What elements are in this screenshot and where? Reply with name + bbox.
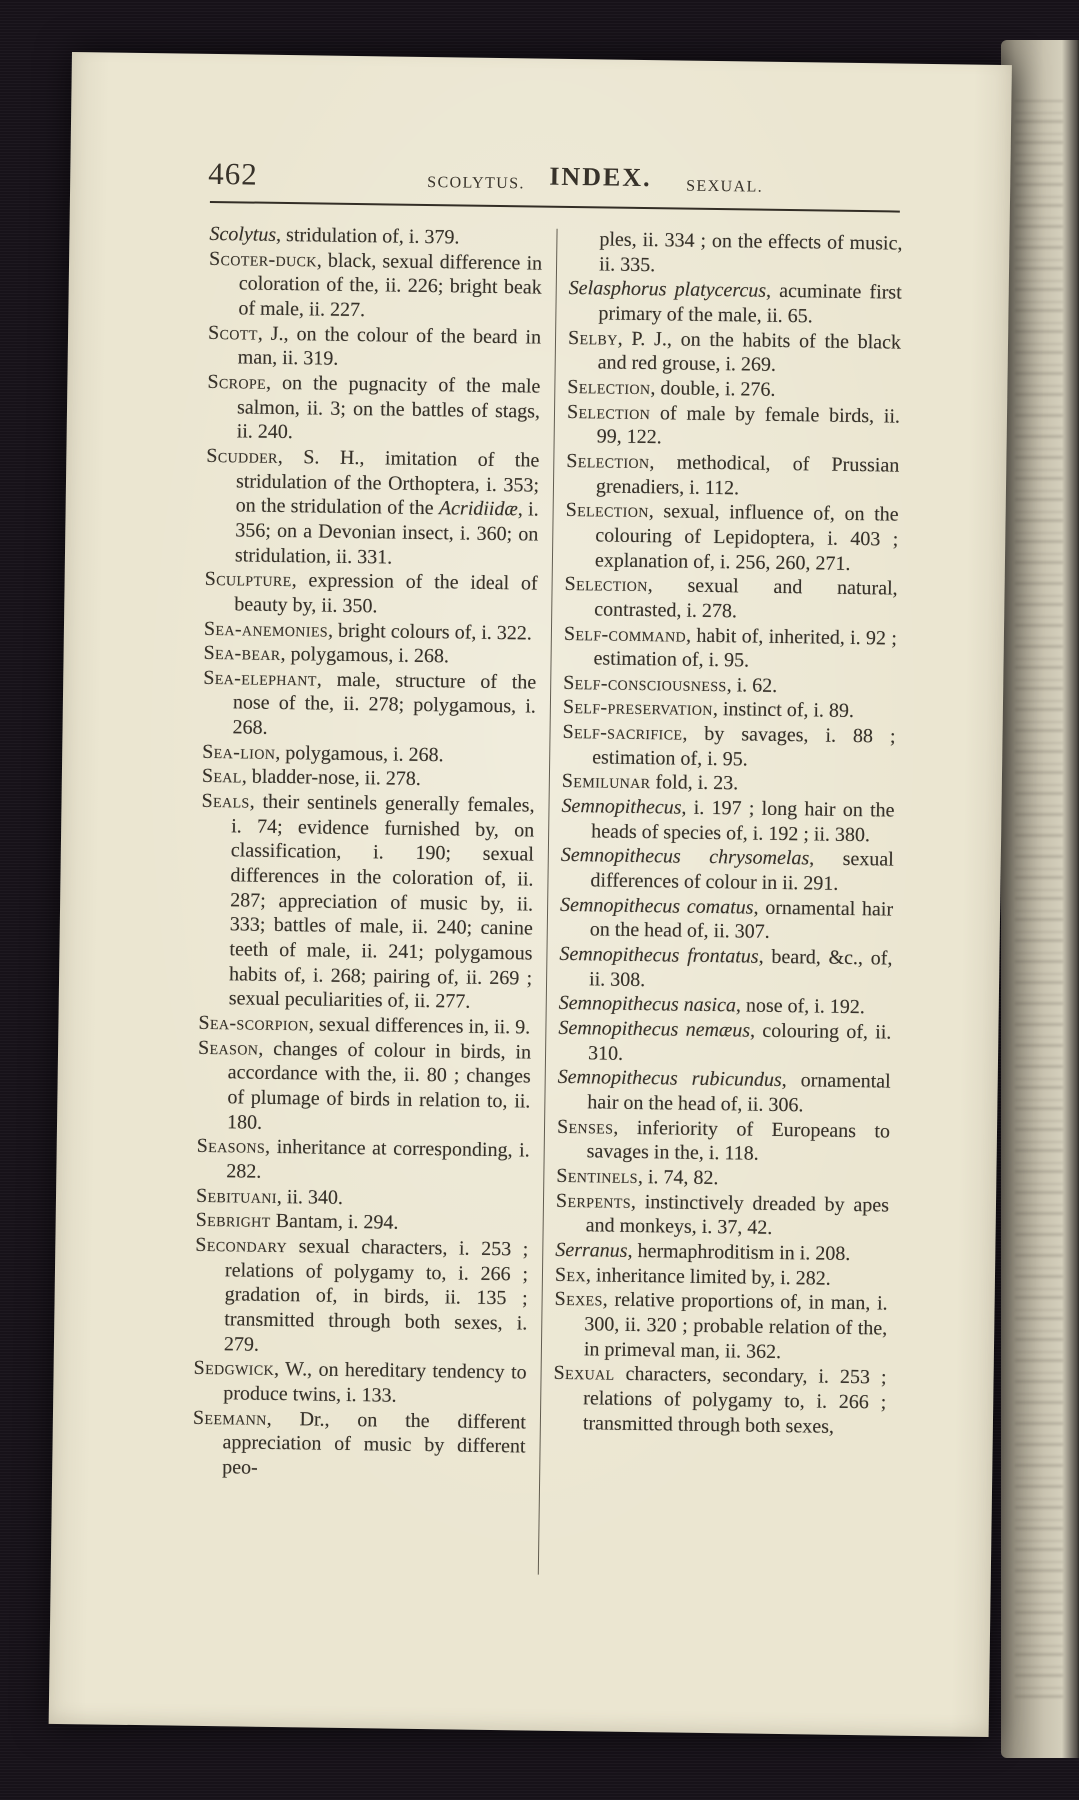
next-page-fore-edge: [1001, 40, 1079, 1758]
index-entry: Sea-elephant, male, structure of the nose of the, ii. 278; polygamous, i. 268.: [203, 666, 537, 739]
index-entry: Scott, J., on the colour of the beard in man, ii. 319.: [207, 321, 542, 371]
index-entry: Sculpture, expression of the ideal of beauty by, ii. 350.: [204, 568, 538, 618]
index-entry: Semnopithecus chrysomelas, sexual differences of colour in ii. 291.: [560, 844, 894, 895]
index-column-right: [553, 227, 903, 1440]
index-entry: Sexual characters, secondary, i. 253 ; relations of polygamy to, i. 266 ; transmitted through both sexes,: [553, 1362, 887, 1438]
index-entry: Scrope, on the pugnacity of the male salmon, ii. 3; on the battles of stags, ii. 240.: [207, 370, 541, 444]
index-entry: Seal, bladder-nose, ii. 278.: [201, 765, 421, 791]
index-entry: Sea-scorpion, sexual differences in, ii. 9.: [198, 1011, 531, 1039]
index-entry: Semilunar fold, i. 23.: [561, 770, 739, 795]
index-entry: Self-consciousness, i. 62.: [563, 671, 778, 697]
text-bleed-through: [1015, 100, 1063, 1698]
index-entry: Sebright Bantam, i. 294.: [195, 1209, 399, 1234]
index-entry: Season, changes of colour in birds, in accordance with the, ii. 80 ; changes of plumage of birds in relation to, ii. 180.: [197, 1036, 532, 1134]
index-entry: Semnopithecus comatus, ornamental hair on the head of, ii. 307.: [559, 893, 894, 944]
index-entry: Sentinels, i. 74, 82.: [556, 1164, 719, 1190]
page-title: INDEX.: [549, 161, 652, 193]
index-entry: Selection, sexual, influence of, on the colouring of Lepidoptera, i. 403 ; explanation of, i. 256, 260, 271.: [565, 499, 899, 575]
index-entry: Serpents, instinctively dreaded by apes and monkeys, i. 37, 42.: [555, 1189, 890, 1240]
index-entry: Serranus, hermaphroditism in i. 208.: [555, 1238, 851, 1265]
index-entry: Sex, inheritance limited by, i. 282.: [554, 1263, 831, 1290]
index-entry: Senses, inferiority of Europeans to savages in the, i. 118.: [556, 1115, 891, 1165]
index-entry: Self-command, habit of, inherited, i. 92 ; estimation of, i. 95.: [563, 622, 898, 672]
book-page: [49, 52, 1012, 1737]
index-entry: Self-sacrifice, by savages, i. 88 ; estimation of, i. 95.: [562, 721, 896, 771]
index-entry: Semnopithecus nemæus, colouring of, ii. 310.: [558, 1016, 892, 1065]
index-entry: Sebituani, ii. 340.: [195, 1184, 344, 1209]
index-entry: Sea-lion, polygamous, i. 268.: [202, 740, 444, 767]
running-head-left: SCOLYTUS.: [427, 173, 526, 193]
index-entry: Secondary sexual characters, i. 253 ; relations of polygamy to, i. 266 ; gradation of, in birds, ii. 135 ; transmitted through both sexes, i. 279.: [195, 1233, 529, 1356]
index-entry: ples, ii. 334 ; on the effects of music, ii. 335.: [598, 228, 903, 276]
index-entry: Scolytus, stridulation of, i. 379.: [209, 222, 460, 249]
running-head-right: SEXUAL.: [686, 177, 764, 196]
index-entry: Selection, methodical, of Prussian grenadiers, i. 112.: [566, 449, 900, 499]
index-entry: Sea-bear, polygamous, i. 268.: [203, 642, 450, 668]
index-entry: Selection, sexual and natural, contrasted, i. 278.: [564, 573, 898, 623]
index-entry: Self-preservation, instinct of, i. 89.: [562, 696, 855, 723]
index-entry: Sea-anemonies, bright colours of, i. 322.: [203, 617, 533, 644]
index-entry: Selection, double, i. 276.: [567, 375, 776, 401]
index-entry: Semnopithecus, i. 197 ; long hair on the heads of species of, i. 192 ; ii. 380.: [561, 795, 895, 846]
index-entry: Seasons, inheritance at corresponding, i. 282.: [196, 1135, 530, 1183]
index-entry: Seals, their sentinels generally females, i. 74; evidence furnished by, on classification, i. 190; sexual differences in the coloration of, ii. 287; appreciation of music by, ii. 333; battles of male, ii. 240; canine teeth of male, ii. 241; polygamous habits of, i. 268; pairing of, ii. 269 ; sexual peculiarities of, ii. 277.: [201, 789, 535, 1013]
index-entry: Sedgwick, W., on hereditary tendency to produce twins, i. 133.: [193, 1357, 527, 1407]
index-entry: Scoter-duck, black, sexual difference in coloration of the, ii. 226; bright beak of male, ii. 227.: [208, 247, 543, 322]
index-entry: Selection of male by female birds, ii. 99, 122.: [566, 400, 901, 449]
index-entry: Seemann, Dr., on the different appreciation of music by different peo-: [192, 1406, 527, 1479]
index-entry: Selasphorus platycercus, acuminate first primary of the male, ii. 65.: [568, 277, 902, 328]
page-number: 462: [208, 155, 259, 192]
index-entry: Semnopithecus rubicundus, ornamental hair on the head of, ii. 306.: [557, 1066, 891, 1117]
index-entry: Sexes, relative proportions of, in man, i. 300, ii. 320 ; probable relation of the, in primeval man, ii. 362.: [554, 1288, 888, 1363]
index-entry: Selby, P. J., on the habits of the black and red grouse, i. 269.: [567, 326, 902, 377]
index-entry: Semnopithecus frontatus, beard, &c., of, ii. 308.: [559, 942, 893, 991]
index-column-left: [192, 222, 543, 1484]
index-entry: Scudder, S. H., imitation of the stridulation of the Orthoptera, i. 353; on the stridulation of the Acridiidæ, i. 356; on a Devonian insect, i. 360; on stridulation, ii. 331.: [206, 444, 540, 569]
index-entry: Semnopithecus nasica, nose of, i. 192.: [558, 992, 865, 1019]
header-rule: [210, 201, 900, 213]
